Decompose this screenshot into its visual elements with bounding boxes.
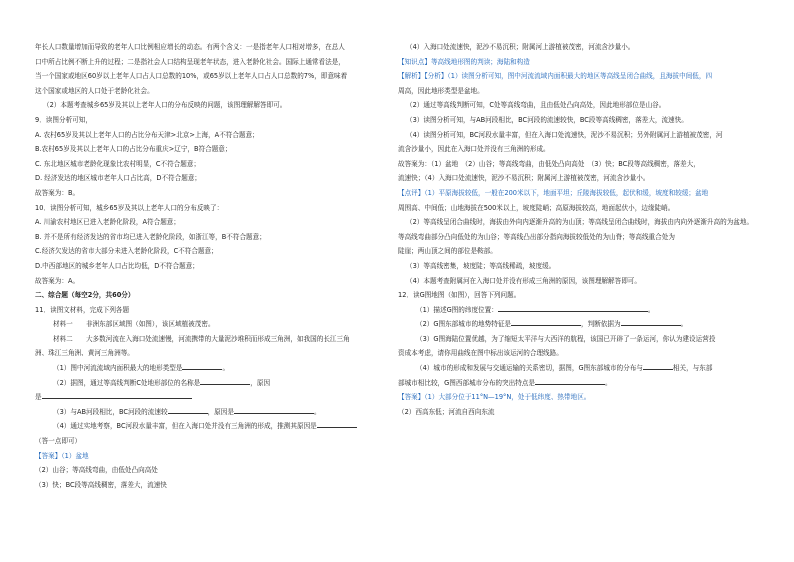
question-line: （3）G图海陆位置优越，为了缩短太平洋与大西洋的航程，该国已开辟了一条运河，你认为建设运营投 (416, 334, 716, 343)
question-text: （3）与AB河段相比，BC河段的流速较 (53, 407, 168, 416)
punctuation: 。 (604, 378, 612, 387)
comment-line: 周围高、中间低；山地海拔在500米以上，坡度陡峭；高原海拔较高，地面起伏小，边缘陡峭。 (398, 203, 675, 212)
question-line (35, 405, 387, 420)
option-line: C. 东北地区城市老龄化现象比农村明显，C不符合题意； (35, 159, 201, 168)
answer-blank (42, 392, 192, 399)
material-line: 洲、珠江三角洲、黄河三角洲等。 (35, 349, 134, 358)
answer-line: 故答案为：A。 (35, 276, 80, 285)
question-text: 是 (35, 393, 42, 402)
question-line (35, 361, 387, 376)
option-line: D. 经济发达的地区城市老年人口占比高，D不符合题意； (35, 174, 202, 183)
question-text: （2）G图东部城市的地势特征是 (416, 320, 512, 329)
question-text: ，判断依据为 (581, 320, 621, 329)
answer-blank (498, 305, 648, 312)
question-line: 资成本考虑，请你用曲线在图中标出该运河的合理线路。 (398, 349, 563, 358)
option-line: B. 并不是所有经济发达的省市均已进入老龄化阶段，如浙江等，B不符合题意； (35, 232, 266, 241)
answer-line: 故答案为：（1）盆地 （2）山谷；等高线弯曲，由低处凸向高处 （3）快；BC段等高线稠密，落差大， (398, 159, 700, 168)
paragraph-line: 年长人口数量增加而导致的老年人口比例相应增长的动态。有两个含义：一是指老年人口相对增多，在总人 (35, 43, 345, 51)
question-line (398, 317, 770, 332)
analysis-line: （2）通过等高线判断可知，C处等高线弯曲，且由低处凸向高处，因此地形部位是山谷。 (406, 101, 666, 110)
option-line: C.经济欠发达的省市大部分未进入老龄化阶段，C不符合题意； (35, 247, 218, 256)
answer-blank (511, 319, 581, 326)
option-line: B.农村65岁及其以上老年人口的占比分布重庆>辽宁，B符合题意； (35, 145, 232, 154)
question-line (398, 361, 770, 376)
answer-blank (200, 378, 250, 385)
paragraph-line: 这个国家或地区的人口处于老龄化社会。 (35, 86, 154, 95)
answer-blank (317, 421, 357, 428)
question-text: ，原因 (250, 378, 271, 387)
answer-line: 流速快；（4）入海口处流速快，泥沙不易沉积；附属河上游植被茂密，河流含沙量小。 (398, 174, 650, 183)
punctuation: 。 (313, 407, 321, 416)
question-text: （4）通过实地考察，BC河段水量丰富，但在入海口处并没有三角洲的形成，推测其原因是 (53, 422, 317, 431)
analysis-line: （4）读图分析可知，BC河段水量丰富，但在入海口处流速快，泥沙不易沉积；另外附属河上游植被茂密，河 (406, 130, 723, 139)
question-11-heading: 11．读图文材料，完成下列各题 (35, 305, 130, 314)
analysis-line: 流含沙量小，因此在入海口处并没有三角洲的形成。 (398, 145, 550, 154)
paragraph-line: 当一个国家或地区60岁以上老年人口占人口总数的10%，或65岁以上老年人口占人口总数的7%，即意味着 (35, 72, 348, 81)
comment-line: 等高线弯曲部分凸向低处的为山谷；等高线凸出部分指向海拔较低处的为山脊；等高线重合处为 (398, 232, 675, 241)
punctuation: 。 (647, 305, 655, 314)
answer-blank (182, 363, 222, 370)
comment-line: 【点评】（1）平原海拔较低，一般在200米以下，地面平坦；丘陵海拔较低，起伏和缓，坡度和较缓；盆地 (398, 188, 709, 197)
question-12-heading: 12．读G图地图（如图），回答下列问题。 (398, 291, 521, 300)
question-line (35, 390, 387, 405)
question-line (398, 376, 770, 391)
comment-line: （2）等高线呈闭合曲线时，海拔由外向内逐渐升高的为山顶；等高线呈闭合曲线时，海拔由内向外逐渐升高的为盆地。 (406, 218, 754, 227)
section-heading: 二、综合题（每空2分，共60分） (35, 291, 135, 300)
question-10-heading: 10．读图分析可知，城乡65岁及其以上老年人口的分布反映了： (35, 203, 224, 212)
question-text: （4）城市的形成和发展与交通运输的关系密切，据图，G图东部城市的分布与 (416, 364, 643, 373)
analysis-line: 周高，因此地形类型是盆地。 (398, 86, 484, 95)
answer-line: 故答案为：B。 (35, 188, 80, 197)
answer-blank (535, 378, 605, 385)
question-text: （1）描述G图的纬度位置： (416, 305, 498, 314)
question-text: 部城市相比较，G图西部城市分布的突出特点是 (398, 378, 535, 387)
answer-line: （2）西高东低；河流自西向东流 (398, 407, 495, 416)
punctuation: 。 (680, 320, 688, 329)
comment-line: （4）本题考查附属河在入海口处并没有形成三角洲的原因，该图理解解答即可。 (406, 276, 641, 285)
answer-line: 【答案】（1）盆地 (35, 451, 89, 460)
question-text: 相关，与东部 (672, 364, 713, 373)
question-line: （答一点即可） (35, 437, 82, 446)
answer-blank (234, 407, 314, 414)
answer-blank (168, 407, 208, 414)
question-text: ，原因是 (207, 407, 234, 416)
punctuation: 。 (222, 364, 230, 373)
analysis-line: （3）读图分析可知，与AB河段相比，BC河段的流速较快，BC段等高线稠密，落差大，流速快。 (406, 115, 688, 124)
material-line: 材料二 大多数河流在入海口处流速慢，河流携带的大量泥沙堆积而形成三角洲，如我国的长江三角 (53, 334, 350, 343)
answer-blank (621, 319, 681, 326)
question-9-heading: 9．读图分析可知， (35, 115, 92, 124)
question-line (35, 376, 387, 391)
question-line (398, 303, 770, 318)
option-line: A. 农村65岁及其以上老年人口的占比分布天津>北京>上海，A不符合题意； (35, 130, 259, 139)
option-line: D.中西部地区的城乡老年人口占比均低，D不符合题意； (35, 261, 199, 270)
right-column (398, 40, 770, 419)
paragraph-line: （2）本题考查城乡65岁及其以上老年人口的分布反映的问题，该图理解解答即可。 (43, 101, 287, 110)
answer-line: （2）山谷；等高线弯曲，由低处凸向高处 (35, 466, 158, 475)
answer-line: 【答案】（1）大部分位于11°N—19°N，处于低纬度、热带地区。 (398, 393, 591, 402)
knowledge-point: 【知识点】等高线地形图的判读；海陆和构造 (398, 57, 530, 66)
answer-line: （3）快；BC段等高线稠密，落差大，流速快 (35, 480, 167, 489)
material-line: 材料一 非洲东部区域图（如图），该区域植被茂密。 (53, 320, 215, 329)
question-line (35, 419, 387, 434)
left-column (35, 40, 387, 492)
question-text: （1）图中河流流域内面积最大的地形类型是 (53, 364, 183, 373)
question-text: （2）据图，通过等高线判断C处地形部位的名称是 (53, 378, 201, 387)
paragraph-line: 口中所占比例不断上升的过程；二是指社会人口结构呈现老年状态，进入老龄化社会。国际上通常看法是， (35, 57, 345, 66)
option-line: A. 川渝农村地区已进入老龄化阶段，A符合题意； (35, 218, 180, 227)
answer-line: （4）入海口处流速快，泥沙不易沉积；附属河上游植被茂密，河流含沙量小。 (406, 43, 635, 51)
analysis-line: 【解析】【分析】（1）读图分析可知，图中河流流域内面积最大的地区等高线呈闭合曲线，且海拔中间低，四 (398, 72, 713, 81)
answer-blank (643, 363, 673, 370)
comment-line: （3）等高线密集，坡度陡；等高线稀疏，坡度缓。 (406, 261, 556, 270)
comment-line: 陡崖；两山顶之间的部位是鞍部。 (398, 247, 497, 256)
